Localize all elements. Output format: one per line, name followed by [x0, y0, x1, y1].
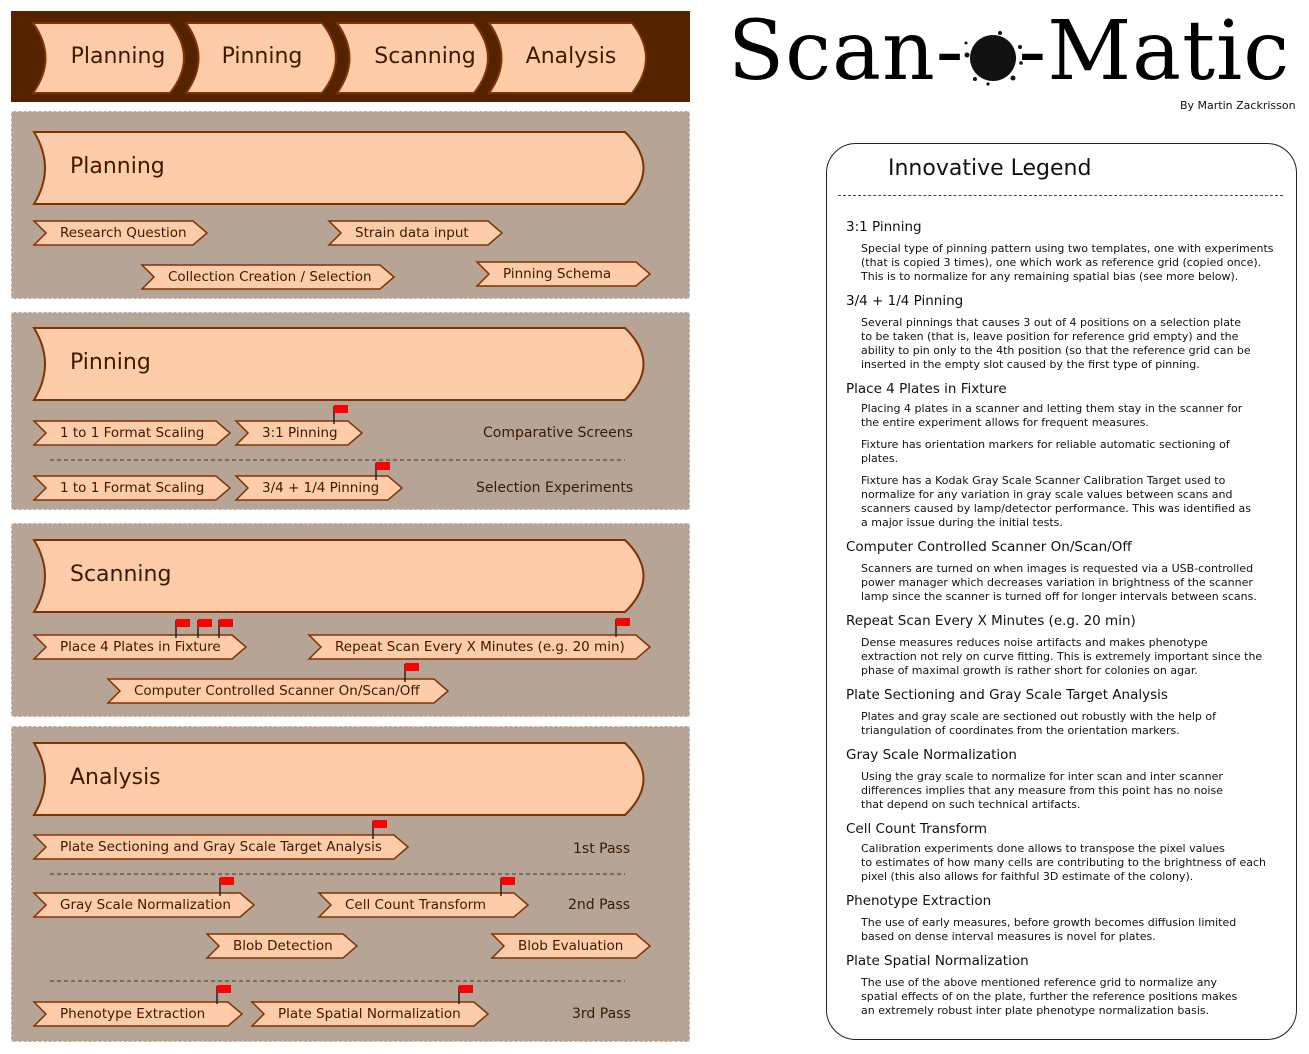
legend-description-line: Dense measures reduces noise artifacts and makes phenotype	[861, 636, 1208, 649]
app-title-left: Scan-	[728, 4, 965, 99]
legend-item-description	[861, 242, 1281, 284]
legend-separator	[838, 195, 1283, 196]
legend-description-line: inserted in the empty slot caused by the first type of pinning.	[861, 358, 1200, 371]
legend-description-line: (that is copied 3 times), one which work as reference grid (copied once).	[861, 256, 1262, 269]
tag-repeat-scan: Repeat Scan Every X Minutes (e.g. 20 min)	[335, 639, 625, 655]
scanning-title: Scanning	[70, 562, 172, 587]
tag-place-4-plates: Place 4 Plates in Fixture	[60, 639, 221, 655]
legend-description-line: Fixture has a Kodak Gray Scale Scanner Calibration Target used to	[861, 474, 1226, 487]
legend-description-line: The use of early measures, before growth becomes diffusion limited	[861, 916, 1237, 929]
tag-plate-spatial-normalization: Plate Spatial Normalization	[278, 1006, 461, 1022]
legend-description-line: This is to normalize for any remaining spatial bias (see more below).	[861, 270, 1239, 283]
legend-description-line: ability to pin only to the 4th position (so that the reference grid can be	[861, 344, 1251, 357]
legend-description-line: an extremely robust inter plate phenotype normalization basis.	[861, 1004, 1210, 1017]
step-planning-label: Planning	[70, 44, 166, 69]
pinning-title: Pinning	[70, 350, 151, 375]
tag-3to1-pinning: 3:1 Pinning	[262, 425, 338, 441]
legend-description-line: Placing 4 plates in a scanner and letting them stay in the scanner for	[861, 402, 1243, 415]
tag-scanner-control: Computer Controlled Scanner On/Scan/Off	[134, 683, 420, 699]
legend-description-line: Scanners are turned on when images is requested via a USB-controlled	[861, 562, 1254, 575]
legend-description-line: Plates and gray scale are sectioned out robustly with the help of	[861, 710, 1217, 723]
legend-description-line: phase of maximal growth is rather short for colonies on agar.	[861, 664, 1198, 677]
tag-cell-count-transform: Cell Count Transform	[345, 897, 487, 913]
tag-collection-creation: Collection Creation / Selection	[168, 269, 372, 285]
planning-title: Planning	[70, 154, 165, 179]
tag-plate-sectioning: Plate Sectioning and Gray Scale Target Analysis	[60, 839, 382, 855]
comparative-screens-label: Comparative Screens	[483, 425, 633, 441]
step-analysis-label: Analysis	[525, 44, 617, 69]
tag-strain-data-input: Strain data input	[355, 225, 469, 241]
legend-description-line: based on dense interval measures is novel for plates.	[861, 930, 1156, 943]
third-pass-label: 3rd Pass	[572, 1006, 631, 1022]
legend-item-description	[861, 842, 1281, 884]
tag-1to1-scaling-b: 1 to 1 Format Scaling	[60, 480, 205, 496]
legend-description-line: scanners caused by lamp/detector performance. This was identified as	[861, 502, 1252, 515]
legend-description-line: to estimates of how many cells are contributing to the brightness of each	[861, 856, 1266, 869]
legend-description-line: spatial effects of on the plate, further the reference positions makes	[861, 990, 1238, 1003]
legend-title: Innovative Legend	[888, 156, 1092, 181]
legend-item-heading: Computer Controlled Scanner On/Scan/Off	[846, 539, 1132, 555]
legend-item-description	[861, 316, 1281, 372]
legend-item-description	[861, 636, 1281, 678]
legend-item-description	[861, 438, 1281, 466]
flag-icon	[459, 985, 473, 1004]
legend-description-line: Several pinnings that causes 3 out of 4 positions on a selection plate	[861, 316, 1242, 329]
legend-description-line: extraction not rely on curve fitting. This is extremely important since the	[861, 650, 1263, 663]
tag-pinning-schema: Pinning Schema	[503, 266, 612, 282]
flag-icon	[616, 618, 630, 637]
analysis-title: Analysis	[70, 765, 161, 790]
app-title-right: -Matic	[1018, 4, 1291, 99]
tag-phenotype-extraction: Phenotype Extraction	[60, 1006, 206, 1022]
tag-1to1-scaling-a: 1 to 1 Format Scaling	[60, 425, 205, 441]
second-pass-label: 2nd Pass	[568, 897, 631, 913]
first-pass-label: 1st Pass	[573, 841, 631, 857]
legend-item-heading: 3:1 Pinning	[846, 219, 922, 235]
flag-icon	[217, 985, 231, 1004]
selection-experiments-label: Selection Experiments	[476, 480, 634, 496]
legend-item-description	[861, 710, 1281, 738]
byline: By Martin Zackrisson	[1180, 99, 1296, 112]
legend-item-heading: Gray Scale Normalization	[846, 747, 1017, 763]
legend-item-heading: Phenotype Extraction	[846, 893, 992, 909]
legend-description-line: Using the gray scale to normalize for inter scan and inter scanner	[861, 770, 1223, 783]
legend-description-line: Fixture has orientation markers for reliable automatic sectioning of	[861, 438, 1230, 451]
legend-item-description	[861, 976, 1281, 1018]
legend-item-description	[861, 562, 1281, 604]
legend-description-line: a major issue during the initial tests.	[861, 516, 1063, 529]
step-scanning-label: Scanning	[374, 44, 476, 69]
tag-3-4-pinning: 3/4 + 1/4 Pinning	[262, 480, 380, 496]
legend-item-description	[861, 402, 1281, 430]
legend-description-line: triangulation of coordinates from the orientation markers.	[861, 724, 1180, 737]
legend-description-line: to be taken (that is, leave position for reference grid empty) and the	[861, 330, 1239, 343]
tag-blob-detection: Blob Detection	[233, 938, 333, 954]
legend-description-line: lamp since the scanner is turned off for longer intervals between scans.	[861, 590, 1257, 603]
legend-description-line: the entire experiment allows for frequent measures.	[861, 416, 1149, 429]
app-title	[728, 4, 1290, 99]
legend-description-line: The use of the above mentioned reference grid to normalize any	[861, 976, 1218, 989]
legend-description-line: Calibration experiments done allows to transpose the pixel values	[861, 842, 1225, 855]
legend-description-line: that depend on such technical artifacts.	[861, 798, 1081, 811]
legend-item-heading: Plate Sectioning and Gray Scale Target Analysis	[846, 687, 1168, 703]
legend-item-heading: Repeat Scan Every X Minutes (e.g. 20 min)	[846, 613, 1136, 629]
legend-item-description	[861, 770, 1281, 812]
legend-item-heading: Place 4 Plates in Fixture	[846, 381, 1007, 397]
legend-item-heading: Plate Spatial Normalization	[846, 953, 1029, 969]
legend-description-line: Special type of pinning pattern using two templates, one with experiments	[861, 242, 1274, 255]
legend-description-line: differences implies that any measure from this point has no noise	[861, 784, 1223, 797]
legend-description-line: plates.	[861, 452, 899, 465]
legend-item-description	[861, 916, 1281, 944]
legend-description-line: power manager which decreases variation in brightness of the scanner	[861, 576, 1253, 589]
legend-description-line: normalize for any variation in gray scale values between scans and	[861, 488, 1233, 501]
tag-research-question: Research Question	[60, 225, 187, 241]
tag-blob-evaluation: Blob Evaluation	[518, 938, 624, 954]
legend-item-description	[861, 474, 1281, 530]
legend-description-line: pixel (this also allows for faithful 3D estimate of the colony).	[861, 870, 1194, 883]
tag-gray-scale-normalization: Gray Scale Normalization	[60, 897, 231, 913]
step-pinning-label: Pinning	[221, 44, 303, 69]
legend-item-heading: 3/4 + 1/4 Pinning	[846, 293, 964, 309]
legend-item-heading: Cell Count Transform	[846, 821, 988, 837]
